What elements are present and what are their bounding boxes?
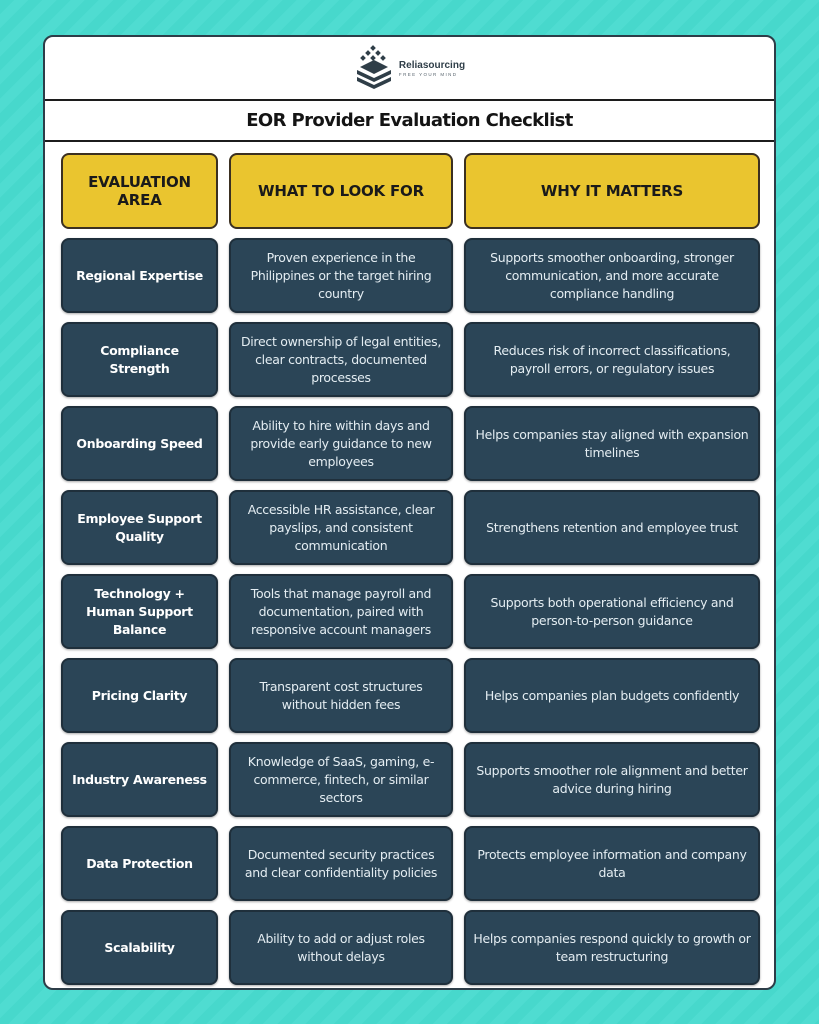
page-title: EOR Provider Evaluation Checklist [246,110,573,131]
row-why: Helps companies stay aligned with expansion timelines [464,406,760,481]
row-look-for: Proven experience in the Philippines or the target hiring country [229,238,453,313]
row-look-for: Direct ownership of legal entities, clear contracts, documented processes [229,322,453,397]
row-look-for: Transparent cost structures without hidden fees [229,658,453,733]
row-area: Industry Awareness [61,742,218,817]
row-why: Protects employee information and company data [464,826,760,901]
row-look-for: Ability to add or adjust roles without delays [229,910,453,985]
brand-tagline: FREE YOUR MIND [398,71,458,77]
brand-logo [354,45,465,91]
row-area: Regional Expertise [61,238,218,313]
row-area: Onboarding Speed [61,406,218,481]
row-area: Scalability [61,910,218,985]
row-look-for: Knowledge of SaaS, gaming, e-commerce, fintech, or similar sectors [229,742,453,817]
column-header-what-to-look-for: WHAT TO LOOK FOR [229,153,453,229]
row-look-for: Tools that manage payroll and documentation, paired with responsive account managers [229,574,453,649]
row-area: Technology + Human Support Balance [61,574,218,649]
row-why: Reduces risk of incorrect classifications, payroll errors, or regulatory issues [464,322,760,397]
checklist-card [43,35,776,990]
row-why: Supports both operational efficiency and person-to-person guidance [464,574,760,649]
row-look-for: Ability to hire within days and provide early guidance to new employees [229,406,453,481]
row-area: Employee Support Quality [61,490,218,565]
brand-name: Reliasourcing [398,59,466,71]
row-area: Compliance Strength [61,322,218,397]
row-why: Supports smoother onboarding, stronger communication, and more accurate compliance handling [464,238,760,313]
row-why: Helps companies respond quickly to growth or team restructuring [464,910,760,985]
row-area: Data Protection [61,826,218,901]
row-look-for: Accessible HR assistance, clear payslips, and consistent communication [229,490,453,565]
row-why: Supports smoother role alignment and better advice during hiring [464,742,760,817]
title-bar [45,101,774,142]
logo-bar [45,37,774,101]
row-area: Pricing Clarity [61,658,218,733]
row-why: Strengthens retention and employee trust [464,490,760,565]
row-look-for: Documented security practices and clear confidentiality policies [229,826,453,901]
column-header-evaluation-area: EVALUATION AREA [61,153,218,229]
row-why: Helps companies plan budgets confidently [464,658,760,733]
stacked-blocks-icon [354,45,394,91]
checklist-table [61,153,760,985]
column-header-why-it-matters: WHY IT MATTERS [464,153,760,229]
